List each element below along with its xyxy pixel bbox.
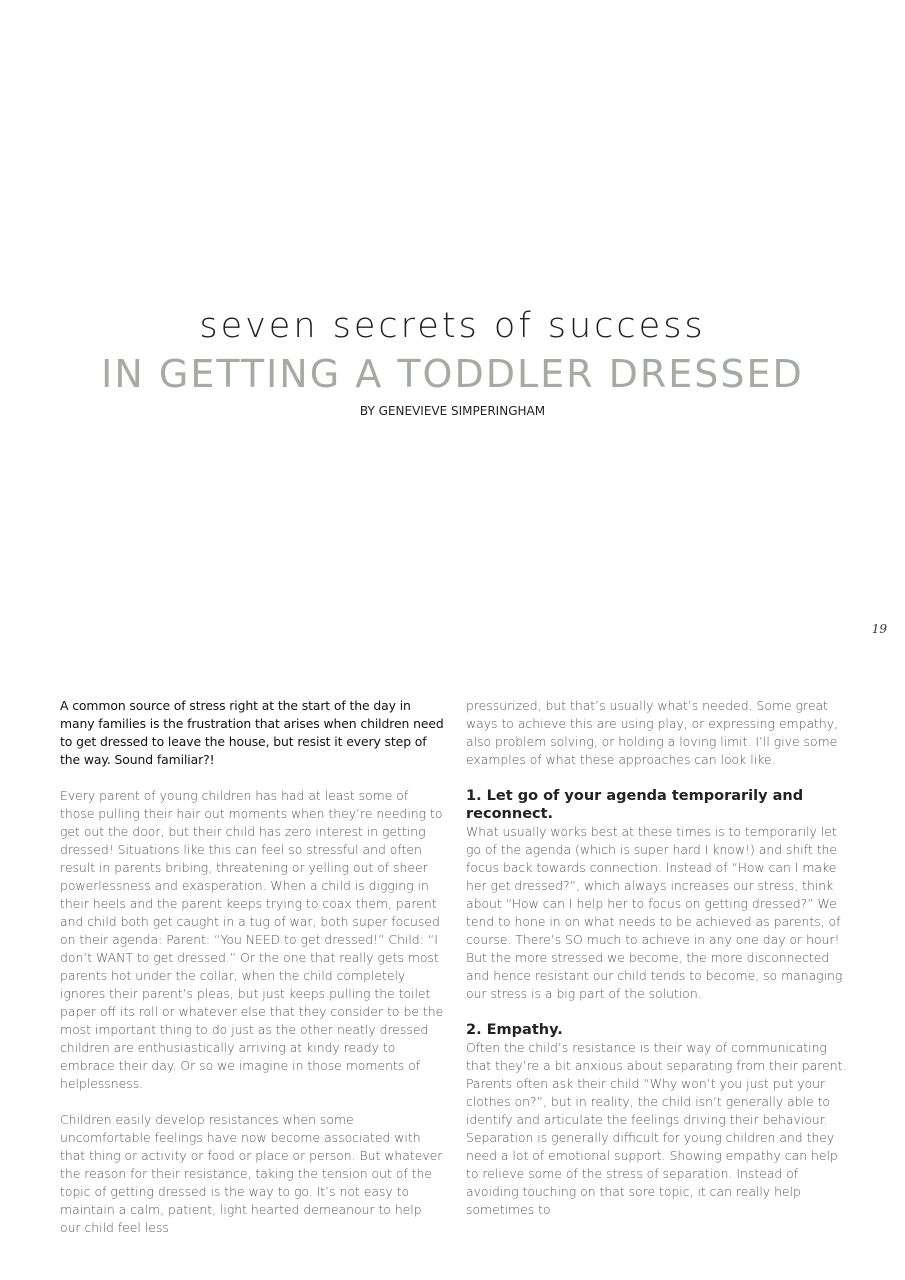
body-paragraph-2: Children easily develop resistances when some uncomfortable feelings have now become associated with that thing or activity or food or place or person. But whatever the reason for their resistance, taking the tension out of the topic of getting dressed is the way to go. It’s not easy to maintain a calm, patient, light hearted demeanour to help our child feel less	[60, 1112, 443, 1235]
section-1-body: What usually works best at these times is to temporarily let go of the agenda (which is super hard I know!) and shift the focus back towards connection. Instead of “How can I make her get dressed?”, which always increases our stress, think about “How can I help her to focus on getting dressed?” We tend to hone in on what needs to be achieved as parents, of course. There’s SO much to achieve in any one day or hour! But the more stressed we become, the more disconnected and hence resistant our child tends to become, so managing our stress is a big part of the solution.	[466, 824, 843, 1001]
body-paragraph-1: Every parent of young children has had at least some of those pulling their hair out moments when they’re needing to get out the door, but their child has zero interest in getting dressed! Situations like this can feel so stressful and often result in parents bribing, threatening or yelling out of sheer powerlessness and exasperation. When a child is digging in their heels and the parent keeps trying to coax them, parent and child both get caught in a tug of war, both super focused on their agenda: Parent: “You NEED to get dressed!” Child: “I don’t WANT to get dressed.” Or the one that really gets most parents hot under the collar, when the child completely ignores their parent’s pleas, but just keeps pulling the toilet paper off its roll or whatever else that they consider to be the most important thing to do just as the other neatly dressed children are enthusiastically arriving at kindy ready to embrace their day. Or so we imagine in those moments of helplessness.	[60, 788, 444, 1091]
section-2-heading: 2. Empathy.	[466, 1022, 563, 1038]
byline	[0, 404, 905, 418]
section-1-heading: 1. Let go of your agenda temporarily and reconnect.	[466, 788, 804, 822]
intro-paragraph: A common source of stress right at the start of the day in many families is the frustration that arises when children need to get dressed to leave the house, but resist it every step of the way. Sound familiar?!	[60, 698, 444, 767]
page-number: 19	[871, 622, 887, 636]
article-title-line1: seven secrets of success	[199, 306, 706, 346]
article-title-line2: IN GETTING A TODDLER DRESSED	[101, 352, 804, 396]
section-2-body: Often the child’s resistance is their way of communicating that they’re a bit anxious about separating from their parent. Parents often ask their child “Why won’t you just put your clothes on?”, but in reality, the child isn’t generally able to identify and articulate the feelings driving their behaviour. Separation is generally difficult for young children and they need a lot of emotional support. Showing empathy can help to relieve some of the stress of separation. Instead of avoiding touching on that sore topic, it can really help sometimes to	[466, 1040, 847, 1217]
body-paragraph-3: pressurized, but that’s usually what’s needed. Some great ways to achieve this are using play, or expressing empathy, also problem solving, or holding a loving limit. I’ll give some examples of what these approaches can look like.	[466, 698, 839, 767]
article-column-left	[60, 697, 444, 1255]
article-column-right	[466, 697, 850, 1237]
byline-prefix: BY	[359, 404, 375, 418]
byline-author: GENEVIEVE SIMPERINGHAM	[378, 404, 546, 418]
